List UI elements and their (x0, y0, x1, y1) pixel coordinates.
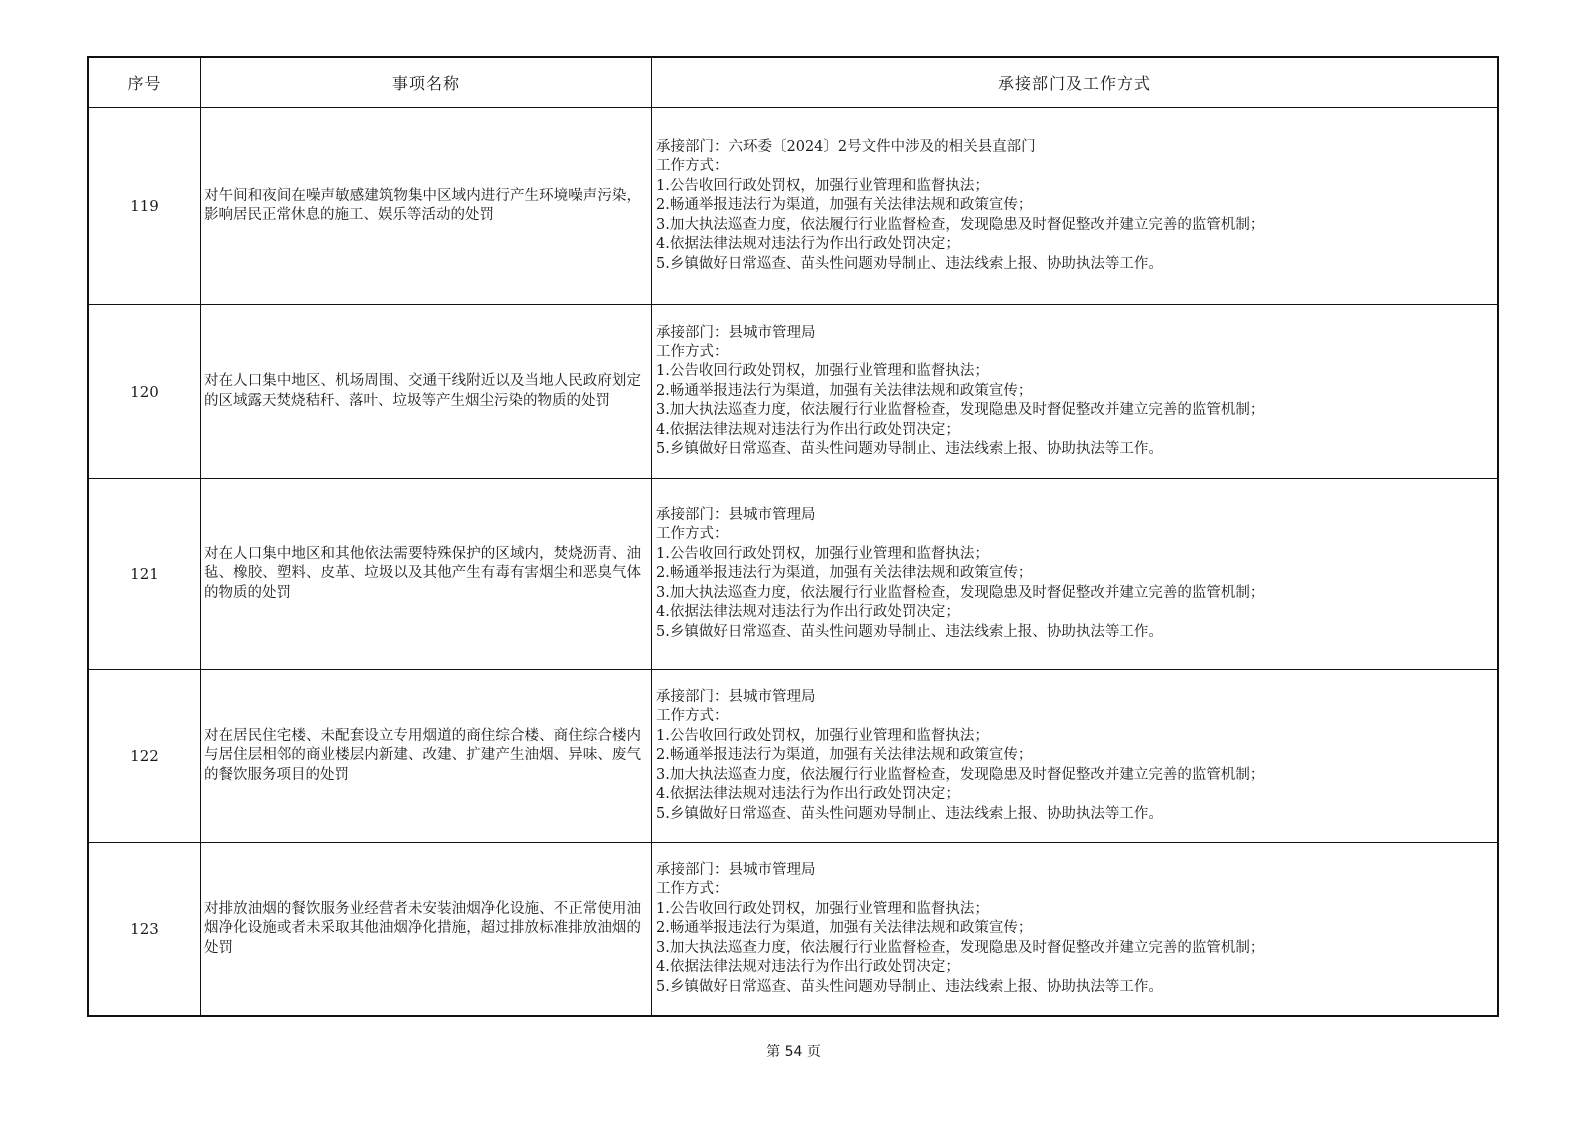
dept-line: 工作方式： (656, 343, 729, 360)
table-row (89, 479, 1497, 670)
dept-line: 1.公告收回行政处罚权，加强行业管理和监督执法； (656, 177, 989, 194)
dept-line: 4.依据法律法规对违法行为作出行政处罚决定； (656, 421, 960, 438)
header-seq: 序号 (89, 58, 201, 107)
dept-line: 4.依据法律法规对违法行为作出行政处罚决定； (656, 959, 960, 976)
table-row (89, 305, 1497, 479)
dept-line: 工作方式： (656, 881, 729, 898)
dept-line: 1.公告收回行政处罚权，加强行业管理和监督执法； (656, 545, 989, 562)
dept-line: 1.公告收回行政处罚权，加强行业管理和监督执法； (656, 900, 989, 917)
row-item-name: 对午间和夜间在噪声敏感建筑物集中区域内进行产生环境噪声污染，影响居民正常休息的施工、娱乐等活动的处罚 (201, 108, 652, 304)
table-header-row (89, 58, 1497, 108)
row-dept-and-method (652, 479, 1497, 669)
dept-line: 3.加大执法巡查力度，依法履行行业监督检查，发现隐患及时督促整改并建立完善的监管机制； (656, 939, 1265, 956)
header-dept-and-method: 承接部门及工作方式 (997, 74, 1151, 93)
row-seq: 119 (89, 108, 201, 304)
dept-line: 4.依据法律法规对违法行为作出行政处罚决定； (656, 236, 960, 253)
dept-line: 1.公告收回行政处罚权，加强行业管理和监督执法； (656, 363, 989, 380)
row-dept-and-method (652, 305, 1497, 478)
row-seq: 120 (89, 305, 201, 478)
dept-line: 工作方式： (656, 158, 729, 175)
table-row (89, 670, 1497, 843)
dept-line: 2.畅通举报违法行为渠道，加强有关法律法规和政策宣传； (656, 565, 1033, 582)
dept-line: 2.畅通举报违法行为渠道，加强有关法律法规和政策宣传； (656, 197, 1033, 214)
row-item-name: 对排放油烟的餐饮服务业经营者未安装油烟净化设施、不正常使用油烟净化设施或者未采取其他油烟净化措施，超过排放标准排放油烟的处罚 (201, 843, 652, 1015)
page-number: 第 54 页 (766, 1044, 821, 1060)
dept-line: 2.畅通举报违法行为渠道，加强有关法律法规和政策宣传； (656, 920, 1033, 937)
dept-line: 3.加大执法巡查力度，依法履行行业监督检查，发现隐患及时督促整改并建立完善的监管机制； (656, 584, 1265, 601)
row-dept-and-method (652, 670, 1497, 842)
dept-line: 5.乡镇做好日常巡查、苗头性问题劝导制止、违法线索上报、协助执法等工作。 (656, 623, 1163, 640)
row-seq: 123 (89, 843, 201, 1015)
dept-line: 2.畅通举报违法行为渠道，加强有关法律法规和政策宣传； (656, 747, 1033, 764)
dept-line: 3.加大执法巡查力度，依法履行行业监督检查，发现隐患及时督促整改并建立完善的监管机制； (656, 402, 1265, 419)
row-item-name: 对在居民住宅楼、未配套设立专用烟道的商住综合楼、商住综合楼内与居住层相邻的商业楼层内新建、改建、扩建产生油烟、异味、废气的餐饮服务项目的处罚 (201, 670, 652, 842)
row-item-name: 对在人口集中地区和其他依法需要特殊保护的区域内，焚烧沥青、油毡、橡胶、塑料、皮革、垃圾以及其他产生有毒有害烟尘和恶臭气体的物质的处罚 (201, 479, 652, 669)
dept-line: 5.乡镇做好日常巡查、苗头性问题劝导制止、违法线索上报、协助执法等工作。 (656, 441, 1163, 458)
dept-line: 5.乡镇做好日常巡查、苗头性问题劝导制止、违法线索上报、协助执法等工作。 (656, 805, 1163, 822)
row-item-name: 对在人口集中地区、机场周围、交通干线附近以及当地人民政府划定的区域露天焚烧秸秆、落叶、垃圾等产生烟尘污染的物质的处罚 (201, 305, 652, 478)
dept-line: 承接部门：县城市管理局 (656, 689, 816, 706)
dept-line: 工作方式： (656, 708, 729, 725)
header-item-name: 事项名称 (201, 58, 652, 107)
dept-line: 4.依据法律法规对违法行为作出行政处罚决定； (656, 604, 960, 621)
row-seq: 122 (89, 670, 201, 842)
items-table (87, 56, 1499, 1017)
row-dept-and-method (652, 843, 1497, 1015)
dept-line: 承接部门：县城市管理局 (656, 862, 816, 879)
dept-line: 4.依据法律法规对违法行为作出行政处罚决定； (656, 786, 960, 803)
row-dept-and-method (652, 108, 1497, 304)
dept-line: 承接部门：县城市管理局 (656, 507, 816, 524)
dept-line: 5.乡镇做好日常巡查、苗头性问题劝导制止、违法线索上报、协助执法等工作。 (656, 978, 1163, 995)
dept-line: 工作方式： (656, 526, 729, 543)
dept-line: 承接部门：县城市管理局 (656, 324, 816, 341)
dept-line: 3.加大执法巡查力度，依法履行行业监督检查，发现隐患及时督促整改并建立完善的监管机制； (656, 216, 1265, 233)
dept-line: 3.加大执法巡查力度，依法履行行业监督检查，发现隐患及时督促整改并建立完善的监管机制； (656, 766, 1265, 783)
row-seq: 121 (89, 479, 201, 669)
table-row (89, 108, 1497, 305)
table-row (89, 843, 1497, 1015)
dept-line: 承接部门：六环委〔2024〕2号文件中涉及的相关县直部门 (656, 139, 1036, 156)
dept-line: 5.乡镇做好日常巡查、苗头性问题劝导制止、违法线索上报、协助执法等工作。 (656, 255, 1163, 272)
dept-line: 1.公告收回行政处罚权，加强行业管理和监督执法； (656, 727, 989, 744)
dept-line: 2.畅通举报违法行为渠道，加强有关法律法规和政策宣传； (656, 382, 1033, 399)
